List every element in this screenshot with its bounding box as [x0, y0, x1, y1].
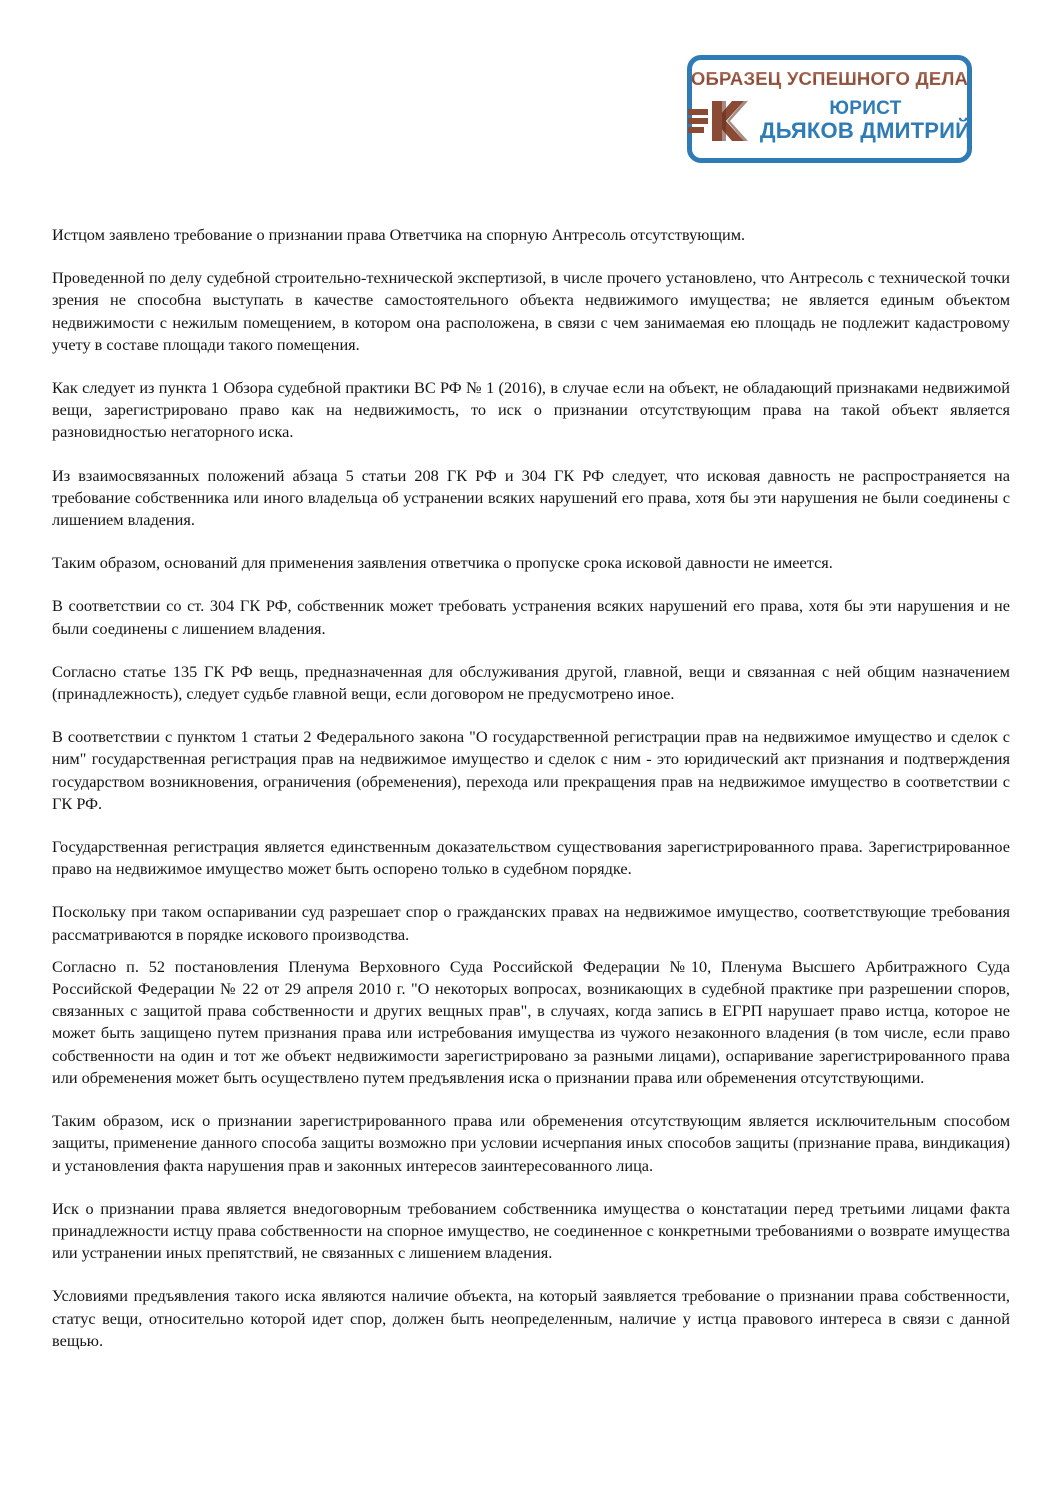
- paragraph: В соответствии с пунктом 1 статьи 2 Федерального закона "О государственной регистрации прав на недвижимое имущество и сделок с ним" государственная регистрация прав на недвижимое имущество и сделок с ним - это юридический акт признания и подтверждения государством возникновения, ограничения (обременения), перехода или прекращения прав на недвижимое имущество в соответствии с ГК РФ.: [52, 727, 1010, 813]
- paragraph: Согласно статье 135 ГК РФ вещь, предназначенная для обслуживания другой, главной, вещи и связанная с ней общим назначением (принадлежность), следует судьбе главной вещи, если договором не предусмотрено иное.: [52, 661, 1010, 704]
- success-case-badge: [687, 55, 972, 163]
- paragraph: Таким образом, иск о признании зарегистрированного права или обременения отсутствующим является исключительным способом защиты, применение данного способа защиты возможно при условии исчерпания иных способов защиты (признание права, виндикация) и установления факта нарушения прав и законных интересов заинтересованного лица.: [52, 1111, 1010, 1175]
- zhk-monogram-icon: [688, 95, 750, 147]
- paragraph: Проведенной по делу судебной строительно-технической экспертизой, в числе прочего установлено, что Антресоль с технической точки зрения не способна выступать в качестве самостоятельного объекта недвижимого имущества; не является единым объектом недвижимости с нежилым помещением, в котором она расположена, в связи с чем занимаемая ею площадь не подлежит кадастровому учету в составе площади такого помещения.: [52, 268, 1010, 354]
- document-text-body: [52, 224, 1010, 1352]
- badge-headline: ОБРАЗЕЦ УСПЕШНОГО ДЕЛА: [690, 68, 969, 89]
- paragraph: Таким образом, оснований для применения заявления ответчика о пропуске срока исковой давности не имеется.: [52, 553, 833, 573]
- paragraph: Согласно п. 52 постановления Пленума Верховного Суда Российской Федерации №10, Пленума Высшего Арбитражного Суда Российской Федерации № 22 от 29 апреля 2010 г. "О некоторых вопросах, возникающих в судебной практике при разрешении споров, связанных с защитой права собственности и других вещных прав", в случаях, когда запись в ЕГРП нарушает право истца, которое не может быть защищено путем признания права или истребования имущества из чужого незаконного владения (в том числе, если право собственности на один и тот же объект недвижимости зарегистрировано за разными лицами), оспаривание зарегистрированного права или обременения может быть осуществлено путем предъявления иска о признании права или обременения отсутствующими.: [52, 956, 1010, 1087]
- paragraph: Условиями предъявления такого иска являются наличие объекта, на который заявляется требование о признании права собственности, статус вещи, относительно которой идет спор, должен быть неопределенным, наличие у истца правового интереса в связи с данной вещью.: [52, 1286, 1010, 1350]
- paragraph: Как следует из пункта 1 Обзора судебной практики ВС РФ № 1 (2016), в случае если на объект, не обладающий признаками недвижимой вещи, зарегистрировано право как на недвижимость, то иск о признании отсутствующим права на такой объект является разновидностью негаторного иска.: [52, 378, 1010, 442]
- paragraph: Иск о признании права является внедоговорным требованием собственника имущества о констатации перед третьими лицами факта принадлежности истцу права собственности на спорное имущество, не соединенное с конкретными требованиями о возврате имущества или устранении иных препятствий, не связанных с лишением владения.: [52, 1198, 1010, 1263]
- paragraph: Поскольку при таком оспаривании суд разрешает спор о гражданских правах на недвижимое имущество, соответствующие требования рассматриваются в порядке искового производства.: [52, 902, 1010, 944]
- badge-name-line1: ЮРИСТ: [829, 97, 902, 119]
- paragraph: Истцом заявлено требование о признании права Ответчика на спорную Антресоль отсутствующим.: [52, 225, 746, 244]
- badge-name-line2: ДЬЯКОВ ДМИТРИЙ: [759, 117, 972, 143]
- badge-body: [700, 95, 972, 147]
- paragraph: В соответствии со ст. 304 ГК РФ, собственник может требовать устранения всяких нарушений его права, хотя бы эти нарушения и не были соединены с лишением владения.: [52, 596, 1010, 638]
- paragraph: Из взаимосвязанных положений абзаца 5 статьи 208 ГК РФ и 304 ГК РФ следует, что исковая давность не распространяется на требование собственника или иного владельца об устранении всяких нарушений его права, хотя бы эти нарушения не были соединены с лишением владения.: [52, 465, 1010, 530]
- badge-lawyer-name: [760, 99, 971, 142]
- paragraph: Государственная регистрация является единственным доказательством существования зарегистрированного права. Зарегистрированное право на недвижимое имущество может быть оспорено только в судебном порядке.: [52, 837, 1010, 879]
